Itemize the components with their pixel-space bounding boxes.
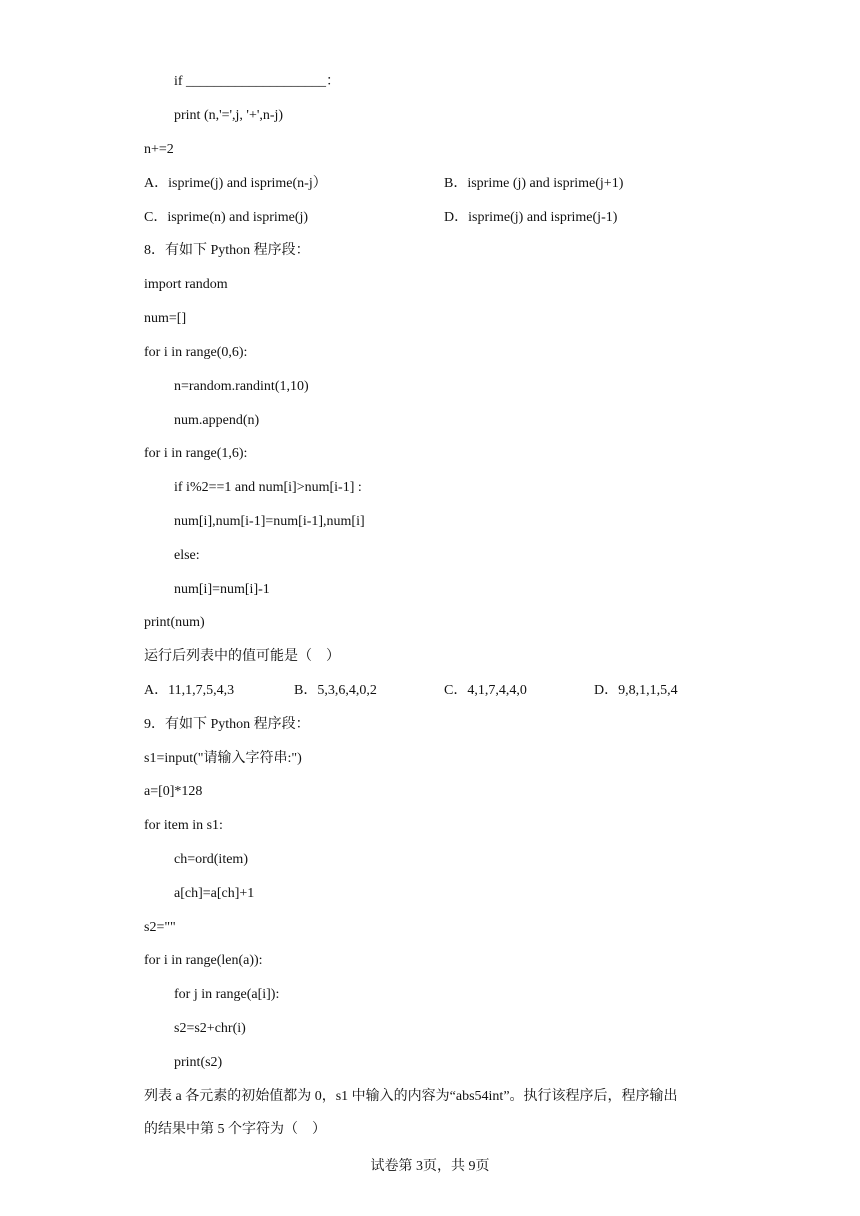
question-description-cont: 的结果中第 5 个字符为（ ） bbox=[144, 1122, 326, 1137]
question-description: 列表 a 各元素的初始值都为 0，s1 中输入的内容为“abs54int”。执行该程序后，程序输出 bbox=[144, 1089, 678, 1104]
code-line: n=random.randint(1,10) bbox=[174, 379, 309, 394]
page-footer: 试卷第 3页，共 9页 bbox=[370, 1159, 490, 1174]
code-line: for i in range(0,6): bbox=[144, 345, 248, 360]
code-line: print(num) bbox=[144, 615, 205, 630]
code-line: s2=s2+chr(i) bbox=[174, 1021, 246, 1036]
code-line: if ____________________： bbox=[174, 74, 341, 89]
code-line: for i in range(len(a)): bbox=[144, 953, 263, 968]
question-stem: 8．有如下 Python 程序段： bbox=[144, 243, 310, 258]
option-a: A．isprime(j) and isprime(n-j） bbox=[144, 176, 327, 191]
option-b: B．isprime (j) and isprime(j+1) bbox=[444, 176, 624, 191]
code-line: a=[0]*128 bbox=[144, 784, 203, 799]
option-d: D．isprime(j) and isprime(j-1) bbox=[444, 210, 618, 225]
code-line: print(s2) bbox=[174, 1055, 223, 1070]
code-line: for i in range(1,6): bbox=[144, 446, 248, 461]
option-a: A．11,1,7,5,4,3 bbox=[144, 683, 235, 698]
code-line: num[i],num[i-1]=num[i-1],num[i] bbox=[174, 514, 365, 529]
question-stem: 9．有如下 Python 程序段： bbox=[144, 717, 310, 732]
option-b: B．5,3,6,4,0,2 bbox=[294, 683, 377, 698]
code-line: import random bbox=[144, 277, 228, 292]
code-line: num[i]=num[i]-1 bbox=[174, 582, 270, 597]
option-c: C．isprime(n) and isprime(j) bbox=[144, 210, 309, 225]
option-d: D．9,8,1,1,5,4 bbox=[594, 683, 678, 698]
code-line: s1=input("请输入字符串:") bbox=[144, 751, 302, 766]
code-line: print (n,'=',j, '+',n-j) bbox=[174, 108, 284, 123]
code-line: else: bbox=[174, 548, 200, 563]
code-line: n+=2 bbox=[144, 142, 174, 157]
code-line: s2="" bbox=[144, 920, 176, 935]
question-text: 运行后列表中的值可能是（ ） bbox=[144, 649, 340, 664]
option-c: C．4,1,7,4,4,0 bbox=[444, 683, 527, 698]
code-line: num.append(n) bbox=[174, 413, 260, 428]
code-line: if i%2==1 and num[i]>num[i-1] : bbox=[174, 480, 362, 495]
code-line: num=[] bbox=[144, 311, 187, 326]
code-line: for item in s1: bbox=[144, 818, 223, 833]
code-line: ch=ord(item) bbox=[174, 852, 248, 867]
code-line: for j in range(a[i]): bbox=[174, 987, 280, 1002]
code-line: a[ch]=a[ch]+1 bbox=[174, 886, 255, 901]
